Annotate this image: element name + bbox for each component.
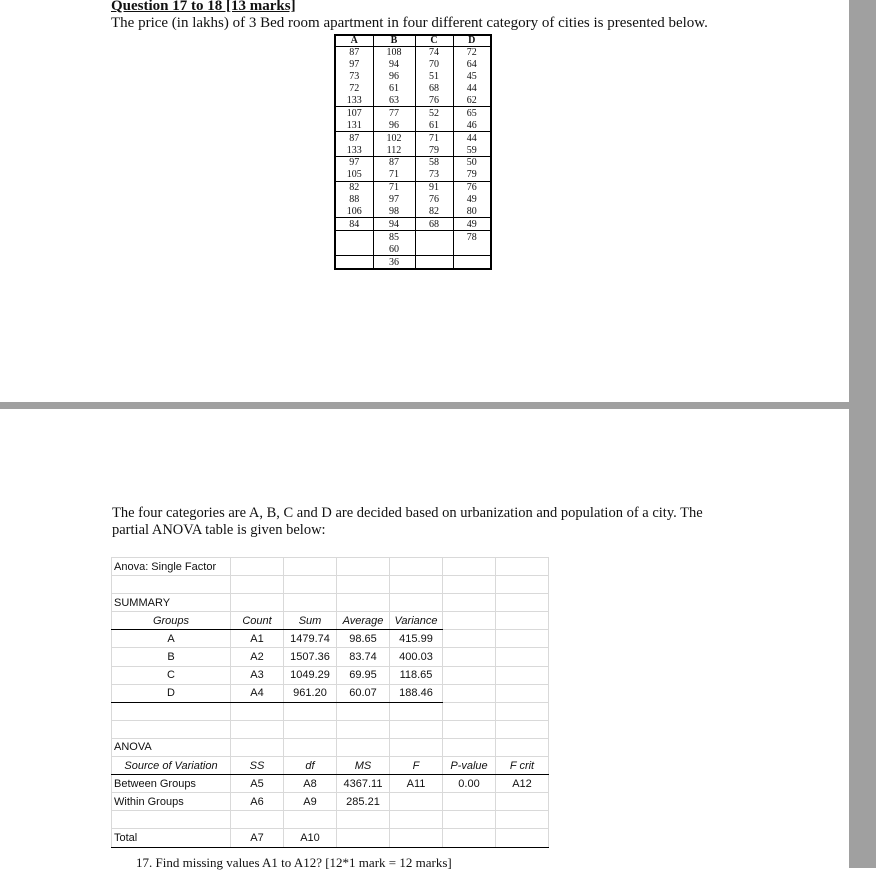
- table-cell: 73: [335, 71, 373, 83]
- table-cell: 96: [373, 119, 415, 131]
- table-cell: 88: [335, 194, 373, 206]
- table-cell: 58: [415, 157, 453, 169]
- f-crit-value: A12: [496, 775, 549, 793]
- table-cell: 105: [335, 169, 373, 181]
- table-cell: 84: [335, 218, 373, 231]
- anova-intro-text: The four categories are A, B, C and D are decided based on urbanization and population of a city. The partial ANOVA table is given below:: [112, 505, 703, 538]
- table-cell: 68: [415, 218, 453, 231]
- table-cell: 94: [373, 59, 415, 71]
- group-variance: 415.99: [390, 630, 443, 648]
- summary-label: SUMMARY: [112, 594, 231, 612]
- anova-header: F: [390, 757, 443, 775]
- summary-row: [112, 630, 602, 648]
- table-cell: 79: [453, 169, 491, 181]
- table-cell: 71: [373, 169, 415, 181]
- group-average: 98.65: [337, 630, 390, 648]
- table-row: [335, 132, 491, 144]
- table-row: [335, 144, 491, 156]
- table-cell: 133: [335, 144, 373, 156]
- anova-header: df: [284, 757, 337, 775]
- summary-header: Sum: [284, 612, 337, 630]
- f-value: A11: [390, 775, 443, 793]
- table-cell: 97: [373, 194, 415, 206]
- anova-spreadsheet: [111, 557, 602, 848]
- table-cell: 70: [415, 59, 453, 71]
- table-cell: 49: [453, 218, 491, 231]
- group-average: 83.74: [337, 648, 390, 666]
- anova-row: [112, 775, 602, 793]
- p-value: 0.00: [443, 775, 496, 793]
- table-row: [335, 95, 491, 107]
- table-cell: 61: [415, 119, 453, 131]
- table-row: [335, 206, 491, 218]
- table-cell: 52: [415, 107, 453, 119]
- viewer-scroll-gutter[interactable]: [849, 0, 876, 868]
- df-value: A8: [284, 775, 337, 793]
- table-cell: 107: [335, 107, 373, 119]
- table-row: [335, 107, 491, 119]
- question-17-prompt: 17. Find missing values A1 to A12? [12*1 mark = 12 marks]: [136, 855, 452, 870]
- group-name: D: [112, 684, 231, 702]
- document-page-2: [0, 409, 849, 868]
- ss-value: A6: [231, 793, 284, 811]
- anova-header: SS: [231, 757, 284, 775]
- table-row: [335, 256, 491, 269]
- table-cell: 36: [373, 256, 415, 269]
- table-cell: 78: [453, 231, 491, 243]
- table-cell: 71: [415, 132, 453, 144]
- table-cell: 46: [453, 119, 491, 131]
- group-average: 69.95: [337, 666, 390, 684]
- table-cell: 73: [415, 169, 453, 181]
- table-cell: 76: [453, 181, 491, 193]
- group-sum: 1049.29: [284, 666, 337, 684]
- table-row: [335, 243, 491, 255]
- table-row: [335, 157, 491, 169]
- summary-row: [112, 666, 602, 684]
- anova-total-row: [112, 829, 602, 847]
- table-cell: 59: [453, 144, 491, 156]
- group-count: A1: [231, 630, 284, 648]
- table-cell: 44: [453, 83, 491, 95]
- table-cell: [335, 256, 373, 269]
- summary-row: [112, 684, 602, 702]
- table-cell: 50: [453, 157, 491, 169]
- table-cell: [453, 256, 491, 269]
- group-variance: 400.03: [390, 648, 443, 666]
- anova-header: P-value: [443, 757, 496, 775]
- table-cell: 97: [335, 157, 373, 169]
- anova-header: F crit: [496, 757, 549, 775]
- table-cell: 87: [373, 157, 415, 169]
- column-header: A: [335, 35, 373, 47]
- table-cell: [415, 256, 453, 269]
- table-row: [335, 47, 491, 59]
- table-row: [335, 119, 491, 131]
- ms-value: 4367.11: [337, 775, 390, 793]
- table-cell: 82: [335, 181, 373, 193]
- page-separator: [0, 402, 849, 409]
- table-cell: 72: [335, 83, 373, 95]
- table-cell: 87: [335, 47, 373, 59]
- ss-value: A5: [231, 775, 284, 793]
- ms-value: 285.21: [337, 793, 390, 811]
- anova-title: Anova: Single Factor: [112, 558, 231, 576]
- anova-header: Source of Variation: [112, 757, 231, 775]
- table-cell: [335, 243, 373, 255]
- table-row: [335, 231, 491, 243]
- table-cell: [415, 231, 453, 243]
- table-cell: 71: [373, 181, 415, 193]
- column-header: D: [453, 35, 491, 47]
- total-df: A10: [284, 829, 337, 847]
- anova-header: MS: [337, 757, 390, 775]
- group-name: A: [112, 630, 231, 648]
- table-cell: 76: [415, 194, 453, 206]
- table-row: [335, 83, 491, 95]
- table-cell: 131: [335, 119, 373, 131]
- summary-header: Variance: [390, 612, 443, 630]
- df-value: A9: [284, 793, 337, 811]
- question-title: Question 17 to 18 [13 marks]: [111, 0, 296, 14]
- table-cell: 74: [415, 47, 453, 59]
- source-of-variation: Within Groups: [112, 793, 231, 811]
- table-cell: 82: [415, 206, 453, 218]
- question-text: The price (in lakhs) of 3 Bed room apartment in four different category of cities is presented below.: [111, 15, 708, 31]
- table-cell: 45: [453, 71, 491, 83]
- table-cell: 72: [453, 47, 491, 59]
- group-average: 60.07: [337, 684, 390, 702]
- group-name: C: [112, 666, 231, 684]
- column-header: B: [373, 35, 415, 47]
- summary-row: [112, 648, 602, 666]
- group-sum: 1479.74: [284, 630, 337, 648]
- table-cell: 77: [373, 107, 415, 119]
- table-cell: 62: [453, 95, 491, 107]
- table-cell: 97: [335, 59, 373, 71]
- table-row: [335, 218, 491, 231]
- price-data-table: [334, 34, 492, 270]
- table-cell: 108: [373, 47, 415, 59]
- table-cell: 51: [415, 71, 453, 83]
- table-row: [335, 71, 491, 83]
- table-row: [335, 59, 491, 71]
- table-cell: 80: [453, 206, 491, 218]
- table-row: [335, 169, 491, 181]
- group-variance: 188.46: [390, 684, 443, 702]
- table-cell: 61: [373, 83, 415, 95]
- table-cell: 94: [373, 218, 415, 231]
- group-count: A4: [231, 684, 284, 702]
- table-cell: 102: [373, 132, 415, 144]
- table-row: [335, 194, 491, 206]
- column-header: C: [415, 35, 453, 47]
- total-label: Total: [112, 829, 231, 847]
- table-header-row: [335, 35, 491, 47]
- table-cell: [453, 243, 491, 255]
- table-cell: 112: [373, 144, 415, 156]
- table-cell: 76: [415, 95, 453, 107]
- table-cell: 133: [335, 95, 373, 107]
- table-cell: [335, 231, 373, 243]
- source-of-variation: Between Groups: [112, 775, 231, 793]
- table-cell: 91: [415, 181, 453, 193]
- table-cell: 79: [415, 144, 453, 156]
- table-cell: [415, 243, 453, 255]
- table-cell: 87: [335, 132, 373, 144]
- total-ss: A7: [231, 829, 284, 847]
- group-count: A2: [231, 648, 284, 666]
- table-cell: 85: [373, 231, 415, 243]
- group-count: A3: [231, 666, 284, 684]
- group-sum: 961.20: [284, 684, 337, 702]
- group-name: B: [112, 648, 231, 666]
- summary-header: Count: [231, 612, 284, 630]
- group-sum: 1507.36: [284, 648, 337, 666]
- table-cell: 49: [453, 194, 491, 206]
- group-variance: 118.65: [390, 666, 443, 684]
- summary-header: Groups: [112, 612, 231, 630]
- table-cell: 96: [373, 71, 415, 83]
- table-cell: 60: [373, 243, 415, 255]
- table-cell: 68: [415, 83, 453, 95]
- anova-label: ANOVA: [112, 738, 231, 756]
- table-row: [335, 181, 491, 193]
- table-cell: 98: [373, 206, 415, 218]
- table-cell: 63: [373, 95, 415, 107]
- table-cell: 44: [453, 132, 491, 144]
- table-cell: 64: [453, 59, 491, 71]
- anova-row: [112, 793, 602, 811]
- document-page-1: [0, 0, 849, 402]
- table-cell: 65: [453, 107, 491, 119]
- table-cell: 106: [335, 206, 373, 218]
- summary-header: Average: [337, 612, 390, 630]
